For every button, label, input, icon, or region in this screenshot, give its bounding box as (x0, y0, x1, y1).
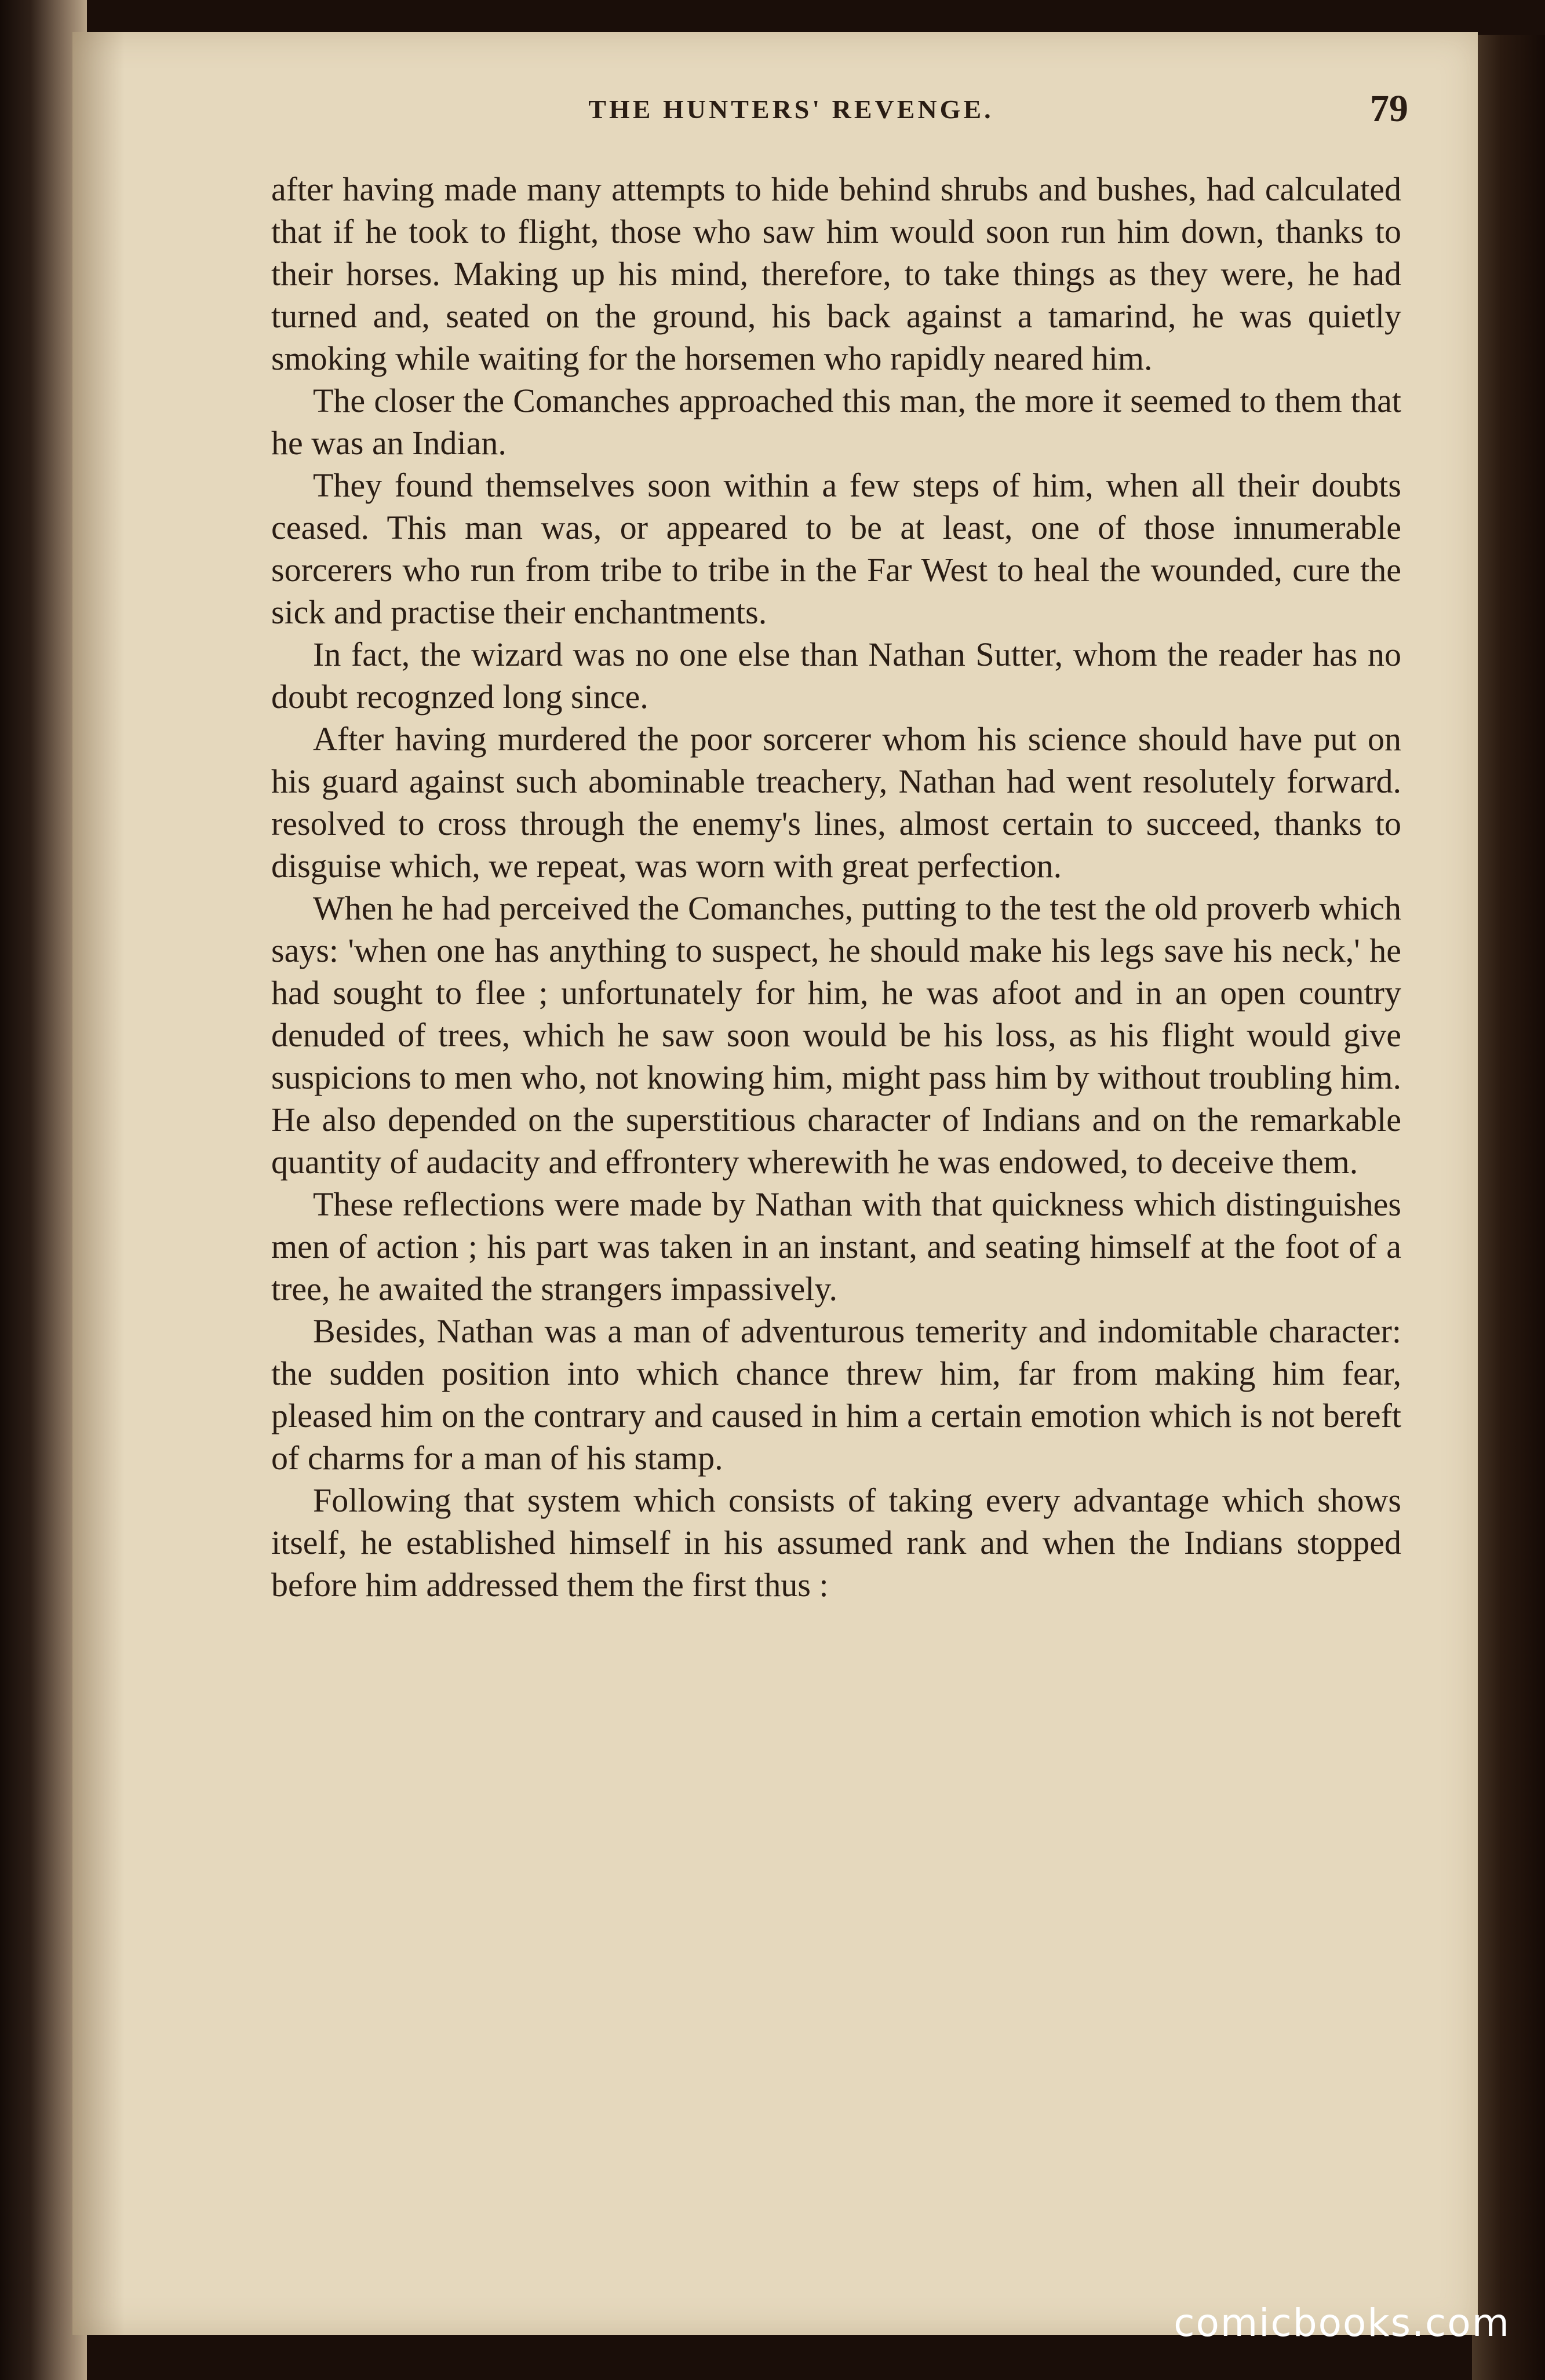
paragraph: In fact, the wizard was no one else than Nathan Sutter, whom the reader has no doubt recognzed long since. (271, 636, 1401, 716)
paragraph: Following that system which consists of taking every advantage which shows itself, he established himself in his assumed rank and when the Indians stopped before him addressed them the first thus : (271, 1481, 1401, 1604)
page-header (174, 87, 1408, 151)
page-fold-shadow (72, 32, 125, 2335)
paragraph: They found themselves soon within a few steps of him, when all their doubts ceased. This man was, or appeared to be at least, one of those innumerable sorcerers who run from tribe to tribe in the Far West to heal the wounded, cure the sick and practise their enchantments. (271, 466, 1401, 631)
running-head: THE HUNTERS' REVENGE. (588, 94, 994, 124)
paragraph: These reflections were made by Nathan with that quickness which distinguishes men of action ; his part was taken in an instant, and seating himself at the foot of a tree, he awaited the strangers impassively. (271, 1185, 1401, 1308)
paragraph: When he had perceived the Comanches, putting to the test the old proverb which says: 'when one has anything to suspect, he should make his legs save his neck,' he had sought to flee ; unfortunately for him, he was afoot and in an open country denuded of trees, which he saw soon would be his loss, as his flight would give suspicions to men who, not knowing him, might pass him by without troubling him. He also depended on the superstitious character of Indians and on the remarkable quantity of audacity and effrontery wherewith he was endowed, to deceive them. (271, 889, 1401, 1181)
body-text (271, 168, 1401, 1606)
paragraph: The closer the Comanches approached this man, the more it seemed to them that he was an Indian. (271, 382, 1401, 462)
paragraph: after having made many attempts to hide behind shrubs and bushes, had calculated that if he took to flight, those who saw him would soon run him down, thanks to their horses. Making up his mind, therefore, to take things as they were, he had turned and, seated on the ground, his back against a tamarind, he was quietly smoking while waiting for the horsemen who rapidly neared him. (271, 170, 1401, 377)
page-edge-shadow (1472, 35, 1545, 2380)
paragraph: After having murdered the poor sorcerer whom his science should have put on his guard against such abominable treachery, Nathan had went resolutely forward. resolved to cross through the enemy's lines, almost certain to succeed, thanks to disguise which, we repeat, was worn with great perfection. (271, 720, 1401, 885)
watermark: comicbooks.com (1174, 2301, 1510, 2345)
page-number: 79 (1370, 87, 1408, 130)
paragraph: Besides, Nathan was a man of adventurous temerity and indomitable character: the sudden position into which chance threw him, far from making him fear, pleased him on the contrary and caused in him a certain emotion which is not bereft of charms for a man of his stamp. (271, 1312, 1401, 1477)
